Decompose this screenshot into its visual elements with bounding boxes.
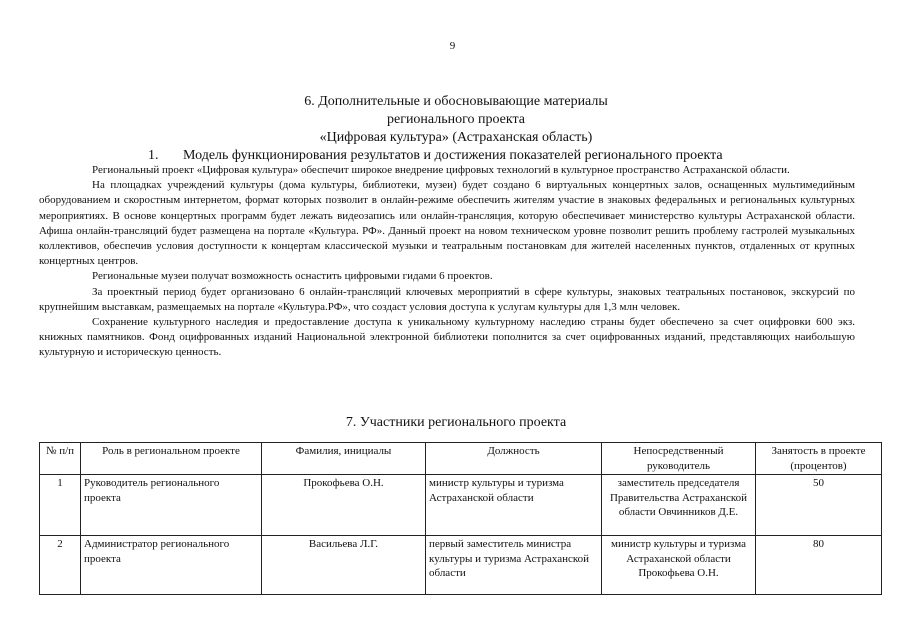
cell-name: Васильева Л.Г. [262, 536, 426, 595]
table-row [40, 536, 882, 595]
cell-employment: 80 [756, 536, 882, 595]
paragraph: Региональные музеи получат возможность оснастить цифровыми гидами 6 проектов. [92, 270, 493, 283]
cell-name: Прокофьева О.Н. [262, 475, 426, 536]
subsection-1-text: Модель функционирования результатов и достижения показателей регионального проекта [183, 148, 723, 163]
subsection-1-number: 1. [148, 148, 159, 163]
section-6-heading: 6. Дополнительные и обосновывающие материалы [304, 94, 608, 109]
cell-position: министр культуры и туризма Астраханской области [426, 475, 602, 536]
section-7-title: 7. Участники регионального проекта [345, 415, 567, 430]
paragraph: На площадках учреждений культуры (дома культуры, библиотеки, музеи) будет создано 6 виртуальных концертных залов, оснащенных мультимедийным оборудованием и скоростным интернетом, формат которых позволит в онлайн-режиме обеспечить жителям участие в знаковых федеральных и региональных культурных мероприятиях. В основе концертных программ будет лежать видеозапись или онлайн-трансляция, которую обеспечивает министерство культуры Астраханской области. Афиша онлайн-трансляций будет размещена на портале «Культура. РФ». Данный проект на новом техническом уровне позволит решить проблему гастролей музыкальных коллективов, обеспечив условия доступности к концертам классической музыки и театральным постановкам для жителей населенных пунктов, отдаленных от крупных концертных центров. [39, 179, 855, 268]
cell-num: 2 [40, 536, 81, 595]
paragraph: За проектный период будет организовано 6 онлайн-трансляций ключевых мероприятий в сфере культуры, знаковых театральных постановок, экскурсий по крупнейшим выставкам, размещаемых на портале «Культура.РФ», что создаст условия доступа к услугам культуры для 1,3 млн человек. [39, 285, 855, 313]
model-description [39, 163, 855, 361]
cell-position: первый заместитель министра культуры и туризма Астраханской области [426, 536, 602, 595]
cell-supervisor: министр культуры и туризма Астраханской области Прокофьева О.Н. [602, 536, 756, 595]
table-header-row [40, 443, 882, 475]
project-name-heading: «Цифровая культура» (Астраханская область) [319, 130, 593, 145]
cell-supervisor: заместитель председателя Правительства Астраханской области Овчинников Д.Е. [602, 475, 756, 536]
cell-role: Администратор регионального проекта [81, 536, 262, 595]
page-number: 9 [449, 40, 456, 52]
section-6-heading-line-2: регионального проекта [386, 112, 526, 127]
table-row [40, 475, 882, 536]
header-name: Фамилия, инициалы [262, 443, 426, 475]
participants-table [39, 442, 882, 595]
header-employment: Занятость в проекте (процентов) [756, 443, 882, 475]
header-supervisor: Непосредственный руководитель [602, 443, 756, 475]
cell-role: Руководитель регионального проекта [81, 475, 262, 536]
cell-employment: 50 [756, 475, 882, 536]
cell-num: 1 [40, 475, 81, 536]
header-role: Роль в региональном проекте [81, 443, 262, 475]
header-num: № п/п [40, 443, 81, 475]
paragraph: Региональный проект «Цифровая культура» обеспечит широкое внедрение цифровых технологий в культурное пространство Астраханской области. [92, 164, 790, 176]
paragraph: Сохранение культурного наследия и предоставление доступа к уникальному культурному наследию страны будет обеспечено за счет оцифровки 600 экз. книжных памятников. Фонд оцифрованных изданий Национальной электронной библиотеки пополнится за счет оцифрованных изданий, представляющих наибольшую культурную и историческую ценность. [39, 316, 855, 359]
header-position: Должность [426, 443, 602, 475]
